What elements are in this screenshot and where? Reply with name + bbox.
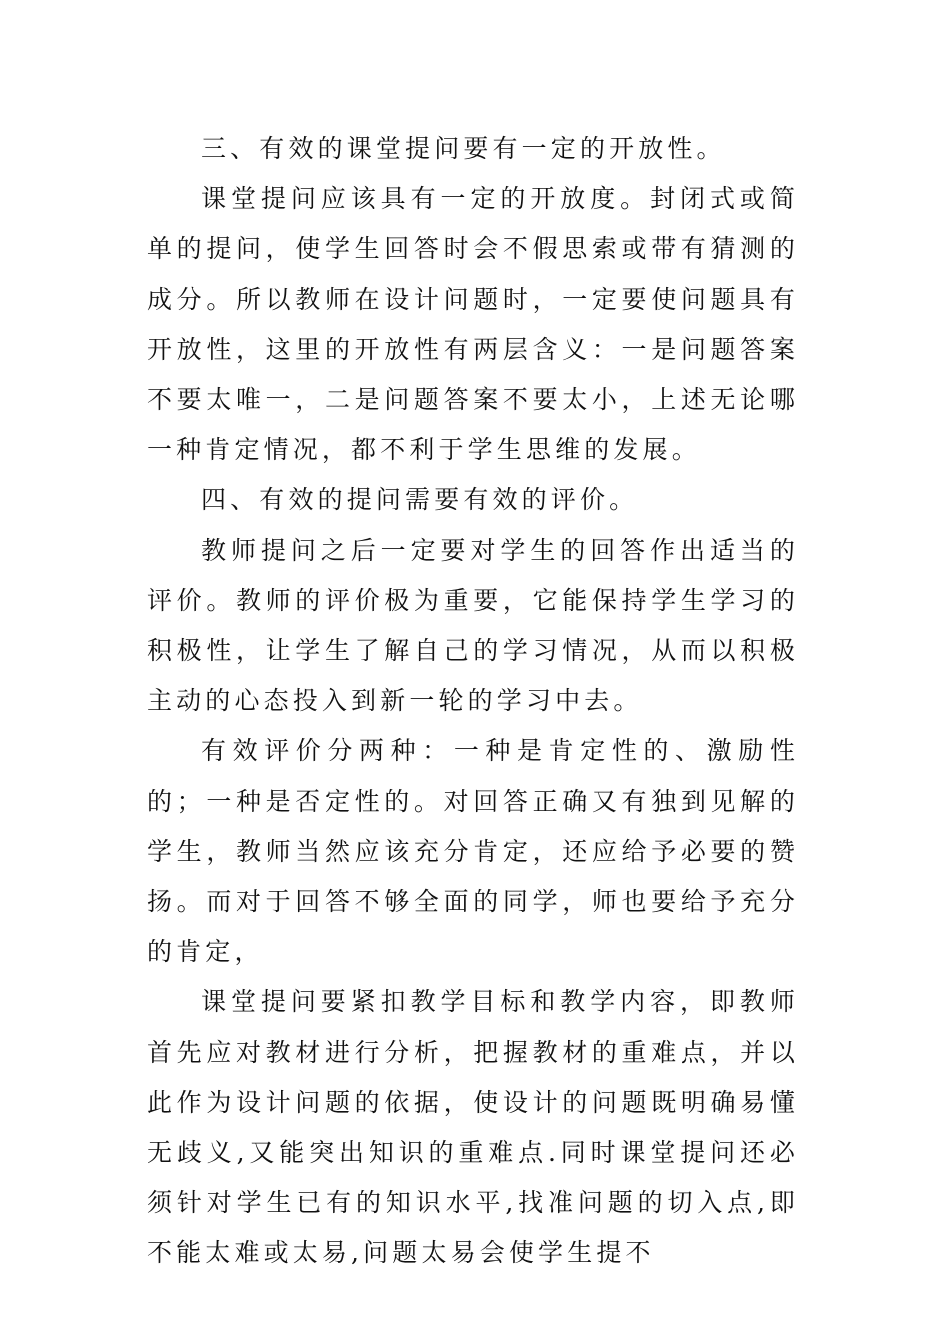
paragraph-teaching-goals: 课堂提问要紧扣教学目标和教学内容，即教师首先应对教材进行分析，把握教材的重难点，并以此作为设计问题的依据，使设计的问题既明确易懂无歧义,又能突出知识的重难点.同时课堂提问还必须针对学生已有的知识水平,找准问题的切入点,即不能太难或太易,问题太易会使学生提不 bbox=[147, 987, 799, 1268]
section-heading-evaluation: 四、有效的提问需要有效的评价。 bbox=[201, 485, 639, 515]
paragraph-evaluation: 教师提问之后一定要对学生的回答作出适当的评价。教师的评价极为重要，它能保持学生学习的积极性，让学生了解自己的学习情况，从而以积极主动的心态投入到新一轮的学习中去。 bbox=[147, 535, 799, 716]
paragraph-evaluation-types: 有效评价分两种：一种是肯定性的、激励性的；一种是否定性的。对回答正确又有独到见解的学生，教师当然应该充分肯定，还应给予必要的赞扬。而对于回答不够全面的同学，师也要给予充分的肯定， bbox=[147, 736, 799, 967]
document-body bbox=[147, 124, 799, 1279]
section-heading-openness: 三、有效的课堂提问要有一定的开放性。 bbox=[201, 134, 726, 163]
paragraph-openness: 课堂提问应该具有一定的开放度。封闭式或简单的提问，使学生回答时会不假思索或带有猜测的成分。所以教师在设计问题时，一定要使问题具有开放性，这里的开放性有两层含义：一是问题答案不要太唯一，二是问题答案不要太小，上述无论哪一种肯定情况，都不利于学生思维的发展。 bbox=[147, 184, 799, 465]
